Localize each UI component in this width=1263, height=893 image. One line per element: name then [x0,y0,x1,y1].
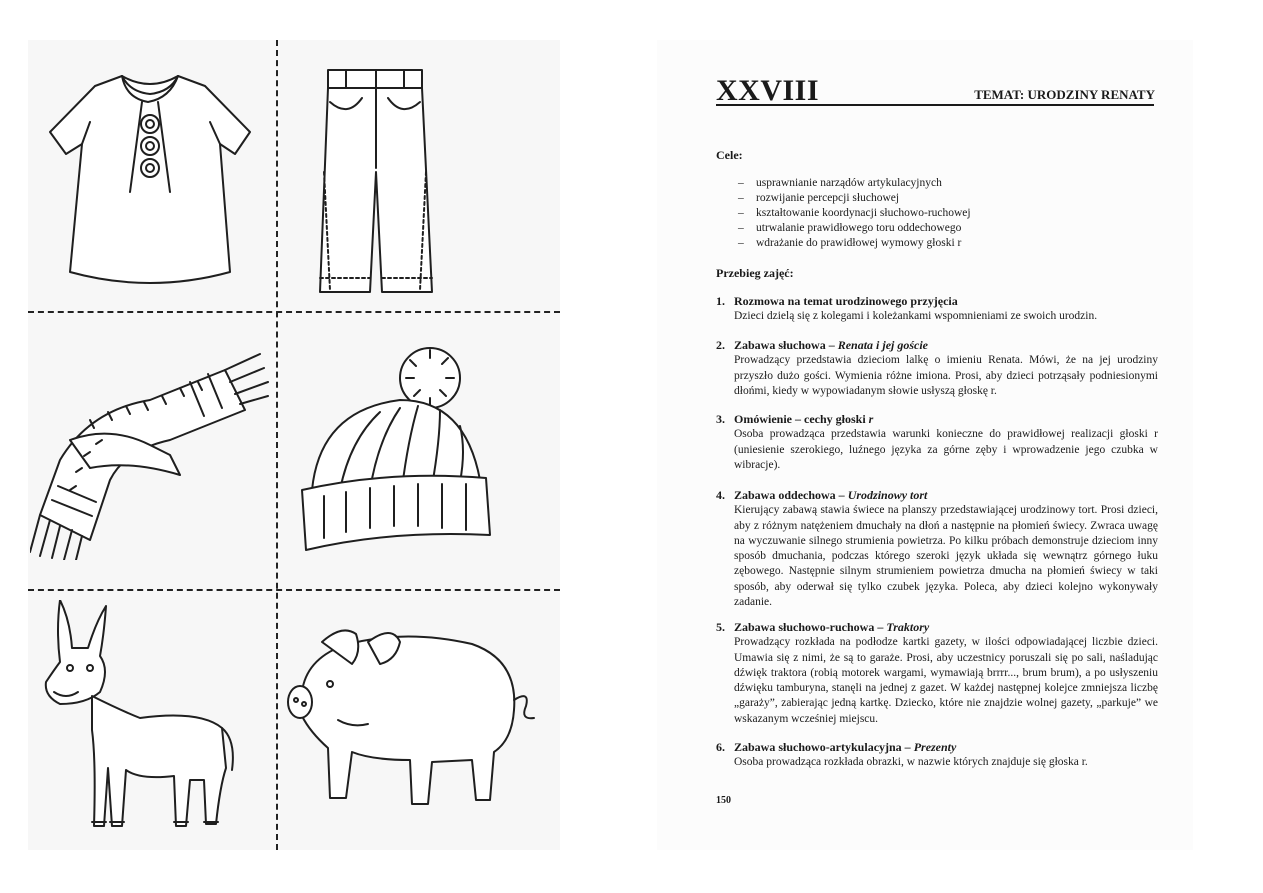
header-rule [716,104,1154,106]
step-body: Dzieci dzielą się z kolegami i koleżankami wspomnieniami ze swoich urodzin. [734,310,1098,323]
vertical-cut-line [276,40,278,850]
donkey-icon [30,600,240,840]
step-subtitle: Traktory [886,620,930,634]
horizontal-cut-line [28,311,560,313]
step-number: 1. [716,294,725,308]
step-title: Zabawa słuchowa – [734,338,838,352]
list-item: – kształtowanie koordynacji słuchowo-ruchowej [738,206,971,221]
step-subtitle: Prezenty [913,740,957,754]
step-subtitle: Renata i jej goście [837,338,929,352]
list-item: – rozwijanie percepcji słuchowej [738,191,971,206]
procedure-step [716,338,1158,399]
procedure-step [716,740,1158,771]
procedure-title: Przebieg zajęć: [716,266,794,280]
step-title: Omówienie – cechy głoski [734,412,869,426]
step-number: 2. [716,338,725,352]
hat-icon [290,340,500,555]
step-title: Zabawa słuchowo-ruchowa – [734,620,887,634]
procedure-step [716,620,1158,727]
step-subtitle: Urodzinowy tort [847,488,928,502]
step-body: Osoba prowadząca przedstawia warunki konieczne do prawidłowej realizacji głoski r (uniesienie szerokiego, luźnego języka za górne zęby i wprowadzenie jego czubka w wibracje). [734,428,1158,471]
dress-icon [30,62,270,302]
step-subtitle: r [868,412,874,426]
procedure-step [716,488,1158,610]
step-body: Prowadzący przedstawia dzieciom lalkę o imieniu Renata. Mówi, że na jej urodziny przyszło dużo gości. Wymienia różne imiona. Prosi, aby dzieci potrząsały podniesionymi dłońmi, kiedy w wypowiadanym słowie usłyszą głoskę r. [734,354,1158,397]
horizontal-cut-line [28,589,560,591]
step-title: Rozmowa na temat urodzinowego przyjęcia [734,294,958,308]
chapter-number: XXVIII [716,74,820,107]
goals-list [738,176,971,251]
procedure-step [716,412,1158,473]
pants-icon [300,62,450,302]
step-title: Zabawa słuchowo-artykulacyjna – [734,740,914,754]
page-number: 150 [716,795,731,806]
goals-title: Cele: [716,148,743,162]
lesson-topic: TEMAT: URODZINY RENATY [974,87,1155,102]
list-item: – wdrażanie do prawidłowej wymowy głoski r [738,236,971,251]
pig-icon [282,620,542,820]
list-item: – usprawnianie narządów artykulacyjnych [738,176,971,191]
step-body: Kierujący zabawą stawia świece na planszy przedstawiającej urodzinowy tort. Prosi dzieci, aby z różnym natężeniem dmuchały na dłoń a następnie na płomień świecy. Zwraca uwagę na wyczuwanie silnego strumienia powietrza. Po kilku próbach demonstruje dzieciom inny sposób dmuchania, podczas którego szeroki język układa się wewnątrz górnego łuku zębowego. Następnie silnym strumieniem powietrza dmucha na płomień świecy w taki sposób, aby oderwał się tylko czubek języka. Poleca, aby dzieci kolejno wykonywały zadanie. [734,504,1158,609]
step-number: 5. [716,620,725,634]
list-item: – utrwalanie prawidłowego toru oddechowego [738,221,971,236]
scarf-icon [30,340,270,560]
step-number: 3. [716,412,725,426]
step-body: Osoba prowadząca rozkłada obrazki, w nazwie których znajduje się głoska r. [734,756,1088,769]
step-body: Prowadzący rozkłada na podłodze kartki gazety, w ilości odpowiadającej liczbie dzieci. Umawia się z nimi, że są to garaże. Prosi, aby uczestnicy poruszali się po sali, naśladując dźwięk traktora (robią motorek wargami, wymawiają brrrr..., brum brum), a po usłyszeniu dźwięku tamburyna, stanęli na jednej z gazet. W każdej następnej kolejce zmniejsza liczbę „garaży”, zabierając jedną kartkę. Dziecko, które nie znajdzie wolnej gazety, „parkuje” we wskazanym wcześniej miejscu. [734,636,1158,725]
step-title: Zabawa oddechowa – [734,488,848,502]
procedure-step [716,294,1158,325]
step-number: 4. [716,488,725,502]
step-number: 6. [716,740,725,754]
